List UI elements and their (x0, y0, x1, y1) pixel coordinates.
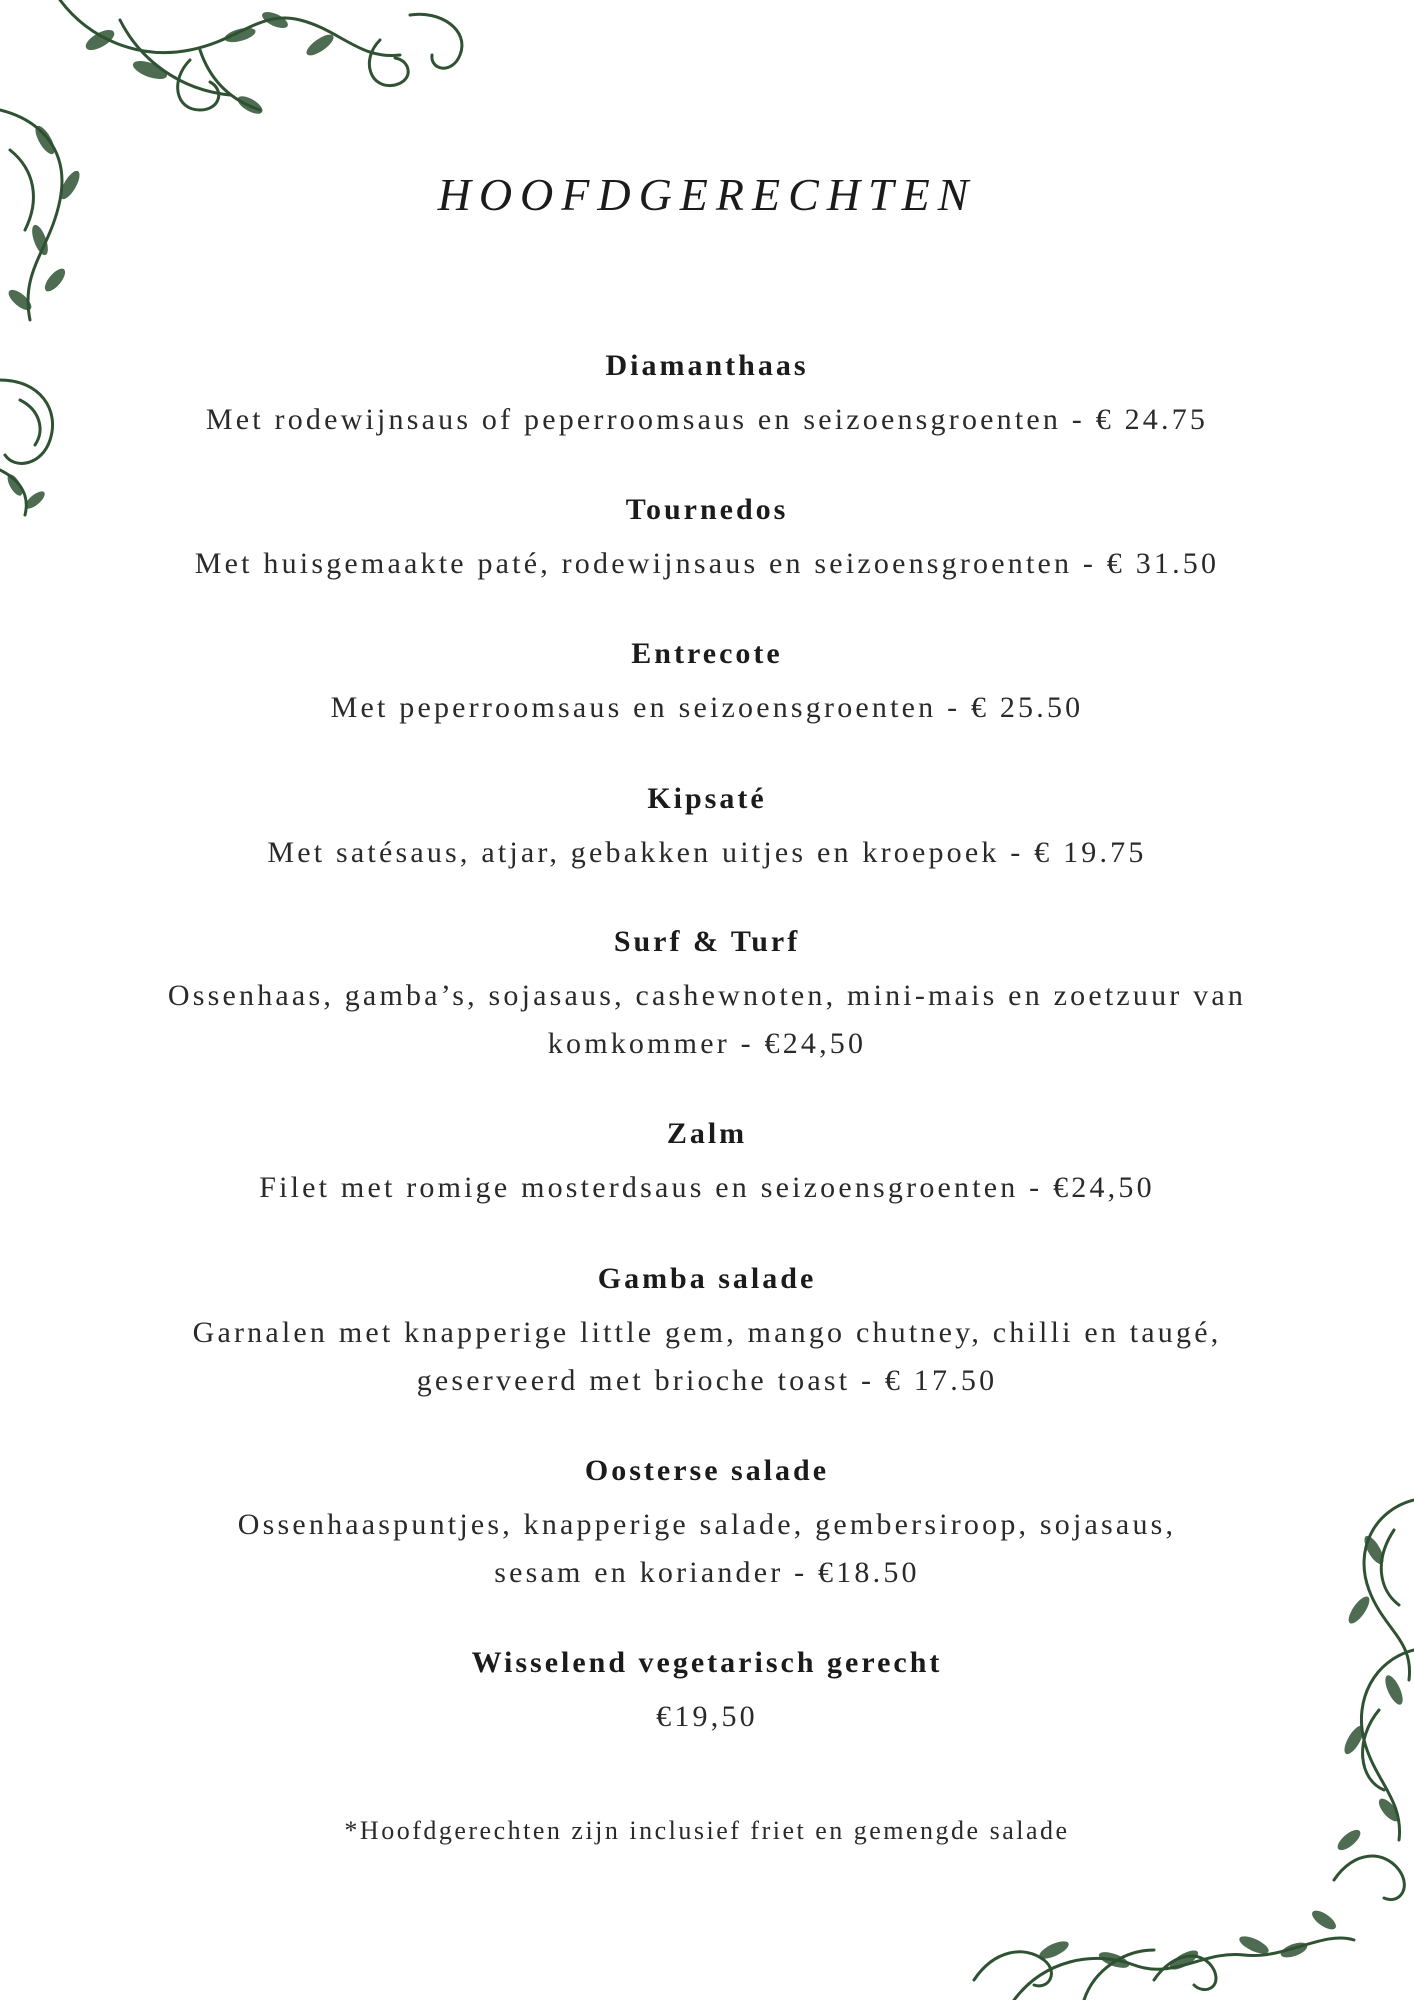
dish-description: Filet met romige mosterdsaus en seizoensgroenten - €24,50 (259, 1171, 1155, 1204)
dish-name: Wisselend vegetarisch gerecht (471, 1646, 943, 1679)
dish-description: Ossenhaaspuntjes, knapperige salade, gembersiroop, sojasaus, sesam en koriander - €18.50 (237, 1508, 1177, 1589)
dish-description: Met satésaus, atjar, gebakken uitjes en kroepoek - € 19.75 (267, 836, 1147, 869)
dish-description: €19,50 (656, 1700, 758, 1733)
dish-name: Kipsaté (647, 782, 767, 815)
dish-name: Surf & Turf (613, 925, 801, 958)
menu-item (107, 492, 1307, 588)
dish-name: Zalm (666, 1117, 748, 1150)
dish-name: Oosterse salade (584, 1454, 830, 1487)
footnote: *Hoofdgerechten zijn inclusief friet en gemengde salade (344, 1816, 1070, 1845)
menu-item (107, 1116, 1307, 1212)
dish-name: Entrecote (631, 637, 783, 670)
dish-name: Gamba salade (597, 1262, 817, 1295)
menu-item (107, 781, 1307, 877)
menu-item (200, 1453, 1214, 1597)
menu-item (107, 636, 1307, 732)
page-title: HOOFDGERECHTEN (437, 169, 977, 220)
menu-item (107, 348, 1307, 444)
menu-item (130, 924, 1284, 1068)
dish-description: Met peperroomsaus en seizoensgroenten - € 25.50 (330, 691, 1084, 724)
menu-item (107, 1645, 1307, 1741)
dish-description: Garnalen met knapperige little gem, mango chutney, chilli en taugé, geserveerd met brioche toast - € 17.50 (192, 1316, 1222, 1397)
dish-name: Diamanthaas (605, 349, 809, 382)
dish-name: Tournedos (625, 493, 789, 526)
dish-description: Met huisgemaakte paté, rodewijnsaus en seizoensgroenten - € 31.50 (194, 547, 1220, 580)
menu-item (150, 1261, 1264, 1405)
dish-description: Ossenhaas, gamba’s, sojasaus, cashewnoten, mini-mais en zoetzuur van komkommer - €24,50 (167, 979, 1247, 1060)
dish-description: Met rodewijnsaus of peperroomsaus en seizoensgroenten - € 24.75 (205, 403, 1209, 436)
